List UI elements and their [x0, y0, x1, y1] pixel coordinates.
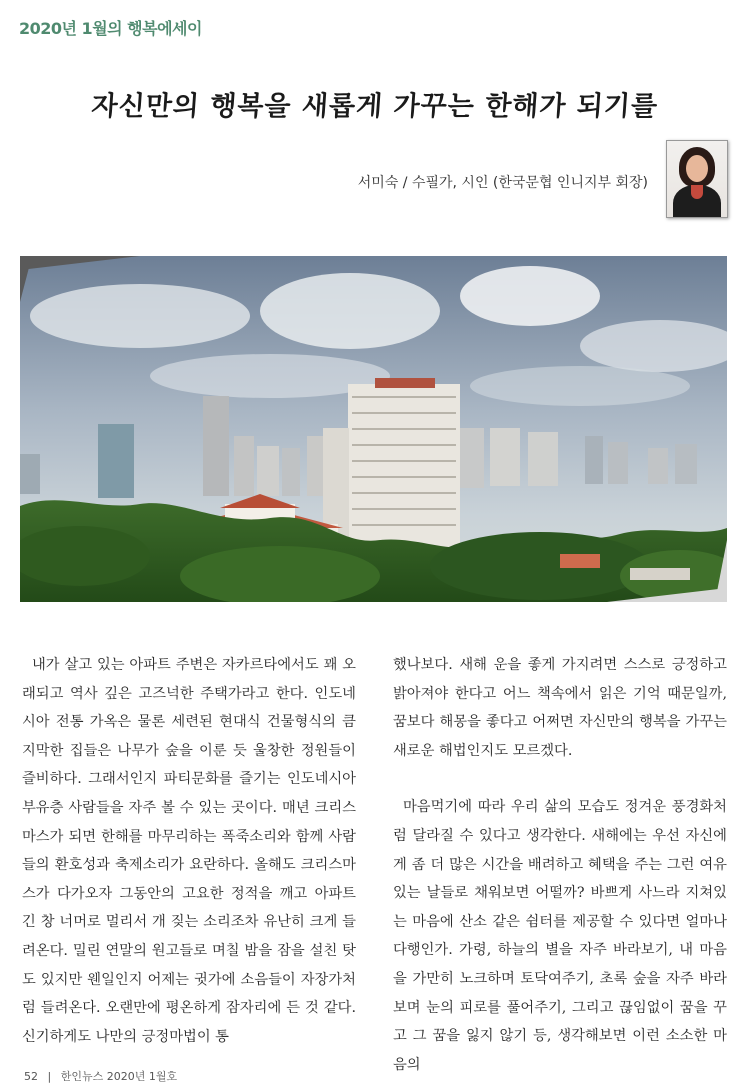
paragraph: 내가 살고 있는 아파트 주변은 자카르타에서도 꽤 오래되고 역사 깊은 고즈넉한 주택가라고 한다. 인도네시아 전통 가옥은 물론 세련된 현대식 건물형식의 큼지막한 집들은 나무가 숲을 이룬 듯 울창한 정원들이 즐비하다. 그래서인지 파티문화를 즐기는 인도네시아 부유층 사람들을 자주 볼 수 있는 곳이다. 매년 크리스마스가 되면 한해를 마무리하는 폭죽소리와 함께 사람들의 환호성과 축제소리가 요란하다. 올해도 크리스마스가 다가오자 그동안의 고요한 정적을 깨고 아파트 긴 창 너머로 멀리서 개 짖는 소리조차 유난히 크게 들려온다. 밀린 연말의 원고들로 며칠 밤을 잠을 설친 탓도 있지만 웬일인지 어제는 귓가에 소음들이 자장가처럼 들려온다. 오랜만에 평온하게 잠자리에 든 것 같다. 신기하게도 나만의 긍정마법이 통: [22, 657, 356, 1045]
page-footer: [24, 1068, 183, 1084]
city-skyline-photo: [20, 256, 727, 602]
section-label: 2020년 1월의 행복에세이: [19, 19, 202, 38]
article-title: 자신만의 행복을 새롭게 가꾸는 한해가 되기를: [90, 91, 660, 122]
article-column-right: [393, 651, 727, 1079]
article-column-left: [22, 651, 356, 1051]
photo-corner-top-left: [20, 256, 140, 270]
footer-separator: |: [47, 1070, 52, 1083]
paragraph: 했나보다. 새해 운을 좋게 가지려면 스스로 긍정하고 밝아져야 한다고 어느 책속에서 읽은 기억 때문일까, 꿈보다 해몽을 좋다고 어쩌면 자신만의 행복을 가꾸는 새로운 해법인지도 모르겠다.: [393, 657, 727, 759]
photo-corner-top-left-side: [20, 256, 32, 302]
photo-corner-bottom-right-side: [715, 540, 727, 602]
paragraph: 마음먹기에 따라 우리 삶의 모습도 정겨운 풍경화처럼 달라질 수 있다고 생각한다. 새해에는 우선 자신에게 좀 더 많은 시간을 배려하고 혜택을 주는 그런 여유 있는 날들로 채워보면 어떨까? 바쁘게 사느라 지쳐있는 마음에 산소 같은 쉼터를 제공할 수 있다면 얼마나 다행인가. 가령, 하늘의 별을 자주 바라보기, 내 마음을 가만히 노크하며 토닥여주기, 초록 숲을 자주 바라보며 눈의 피로를 풀어주기, 그리고 끊임없이 꿈을 꾸고 그 꿈을 잃지 않기 등, 생각해보면 이런 소소한 마음의: [393, 799, 727, 1073]
author-byline: 서미숙 / 수필가, 시인 (한국문협 인니지부 회장): [357, 175, 648, 191]
page-number: 52: [24, 1070, 38, 1083]
publication-name: 한인뉴스 2020년 1월호: [60, 1070, 178, 1083]
author-portrait: [666, 140, 728, 218]
photo-corner-bottom-right: [607, 588, 727, 602]
